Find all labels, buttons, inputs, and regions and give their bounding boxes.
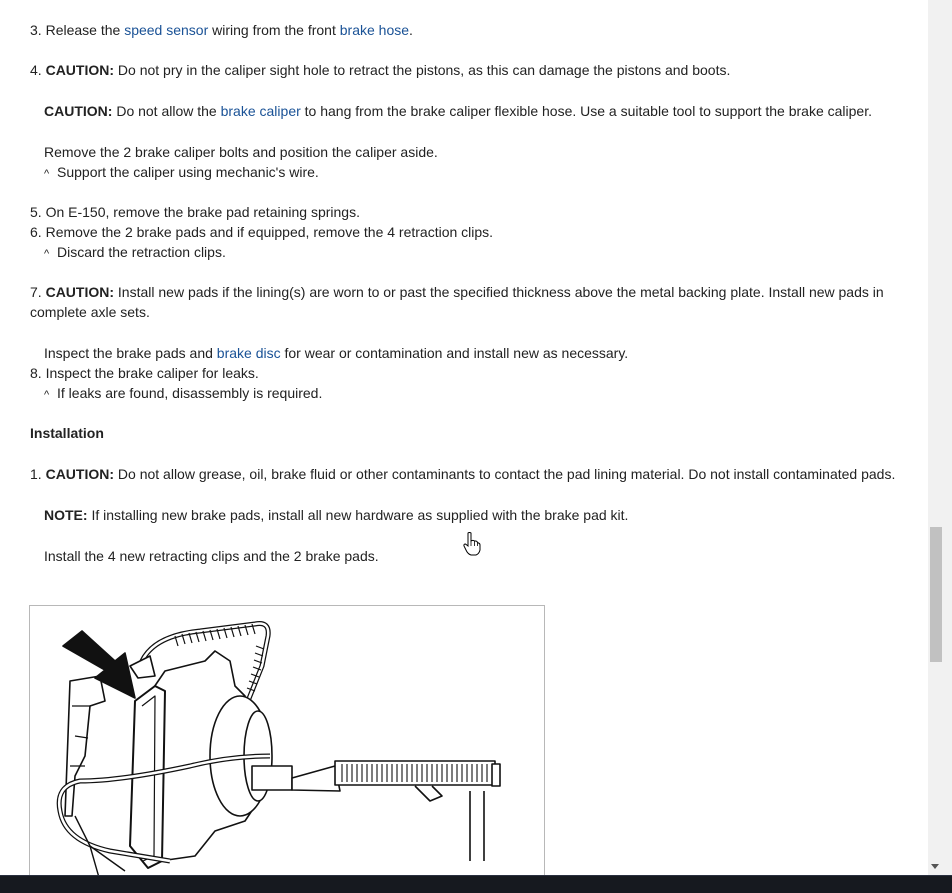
caution-label: CAUTION: bbox=[45, 466, 115, 482]
hand-pointer-icon bbox=[463, 532, 481, 559]
caliper-compression-diagram bbox=[30, 606, 544, 875]
step-text: On E-150, remove the brake pad retaining springs. bbox=[45, 204, 360, 220]
step-8-subnote bbox=[44, 383, 322, 405]
step-4-instruction: Remove the 2 brake caliper bolts and position the caliper aside. bbox=[44, 144, 438, 160]
vertical-scrollbar[interactable] bbox=[928, 0, 952, 875]
brake-caliper-illustration bbox=[29, 605, 545, 875]
brake-caliper-link[interactable]: brake caliper bbox=[220, 103, 301, 119]
step-text: to hang from the brake caliper flexible hose. Use a suitable tool to support the brake caliper. bbox=[300, 103, 872, 119]
step-3 bbox=[30, 20, 413, 40]
step-number: 8. bbox=[30, 365, 42, 381]
step-6-subnote bbox=[44, 242, 226, 264]
step-text: Do not allow the bbox=[112, 103, 221, 119]
step-5 bbox=[30, 202, 360, 222]
step-text: Install new pads if the lining(s) are worn to or past the specified thickness above the metal backing plate. Install new pads in complete axle sets. bbox=[30, 284, 884, 320]
brake-hose-link[interactable]: brake hose bbox=[339, 22, 410, 38]
note-label: NOTE: bbox=[44, 507, 88, 523]
step-number: 4. bbox=[30, 62, 42, 78]
step-4 bbox=[30, 60, 730, 80]
step-text: Do not allow grease, oil, brake fluid or other contaminants to contact the pad lining material. Do not install contaminated pads. bbox=[114, 466, 896, 482]
subnote-text: Support the caliper using mechanic's wire. bbox=[57, 164, 319, 180]
caret-bullet: ^ bbox=[44, 389, 50, 401]
step-number: 3. bbox=[30, 22, 42, 38]
subnote-text: Discard the retraction clips. bbox=[57, 244, 226, 260]
speed-sensor-link[interactable]: speed sensor bbox=[124, 22, 209, 38]
step-text: Inspect the brake pads and bbox=[44, 345, 217, 361]
hand-pointer-icon-svg bbox=[463, 532, 481, 556]
scroll-down-arrow-icon[interactable] bbox=[931, 864, 939, 869]
scrollbar-thumb[interactable] bbox=[930, 527, 942, 662]
caution-label: CAUTION: bbox=[44, 103, 113, 119]
step-text: Do not pry in the caliper sight hole to retract the pistons, as this can damage the pistons and boots. bbox=[114, 62, 731, 78]
step-8 bbox=[30, 363, 259, 383]
caret-bullet: ^ bbox=[44, 248, 50, 260]
note-text: If installing new brake pads, install all new hardware as supplied with the brake pad kit. bbox=[87, 507, 629, 523]
taskbar bbox=[0, 875, 952, 893]
step-number: 7. bbox=[30, 284, 42, 300]
step-7 bbox=[30, 282, 910, 322]
caution-label: CAUTION: bbox=[45, 284, 115, 300]
step-4-subnote bbox=[44, 162, 319, 184]
step-4-caution-2 bbox=[44, 101, 872, 121]
step-7-instruction bbox=[44, 343, 628, 363]
caution-label: CAUTION: bbox=[45, 62, 115, 78]
step-number: 1. bbox=[30, 466, 42, 482]
step-text: wiring from the front bbox=[208, 22, 340, 38]
step-number: 5. bbox=[30, 204, 42, 220]
step-6 bbox=[30, 222, 493, 242]
step-text: Release the bbox=[45, 22, 125, 38]
install-note bbox=[44, 505, 628, 525]
step-text: Remove the 2 brake pads and if equipped, remove the 4 retraction clips. bbox=[45, 224, 494, 240]
subnote-text: If leaks are found, disassembly is required. bbox=[57, 385, 323, 401]
brake-disc-link[interactable]: brake disc bbox=[216, 345, 281, 361]
step-text: for wear or contamination and install new as necessary. bbox=[280, 345, 629, 361]
caret-bullet: ^ bbox=[44, 168, 50, 180]
install-instruction: Install the 4 new retracting clips and the 2 brake pads. bbox=[44, 548, 379, 564]
step-text: Inspect the brake caliper for leaks. bbox=[45, 365, 259, 381]
step-number: 6. bbox=[30, 224, 42, 240]
install-step-1 bbox=[30, 464, 895, 484]
installation-heading: Installation bbox=[30, 425, 104, 441]
step-text: . bbox=[409, 22, 413, 38]
